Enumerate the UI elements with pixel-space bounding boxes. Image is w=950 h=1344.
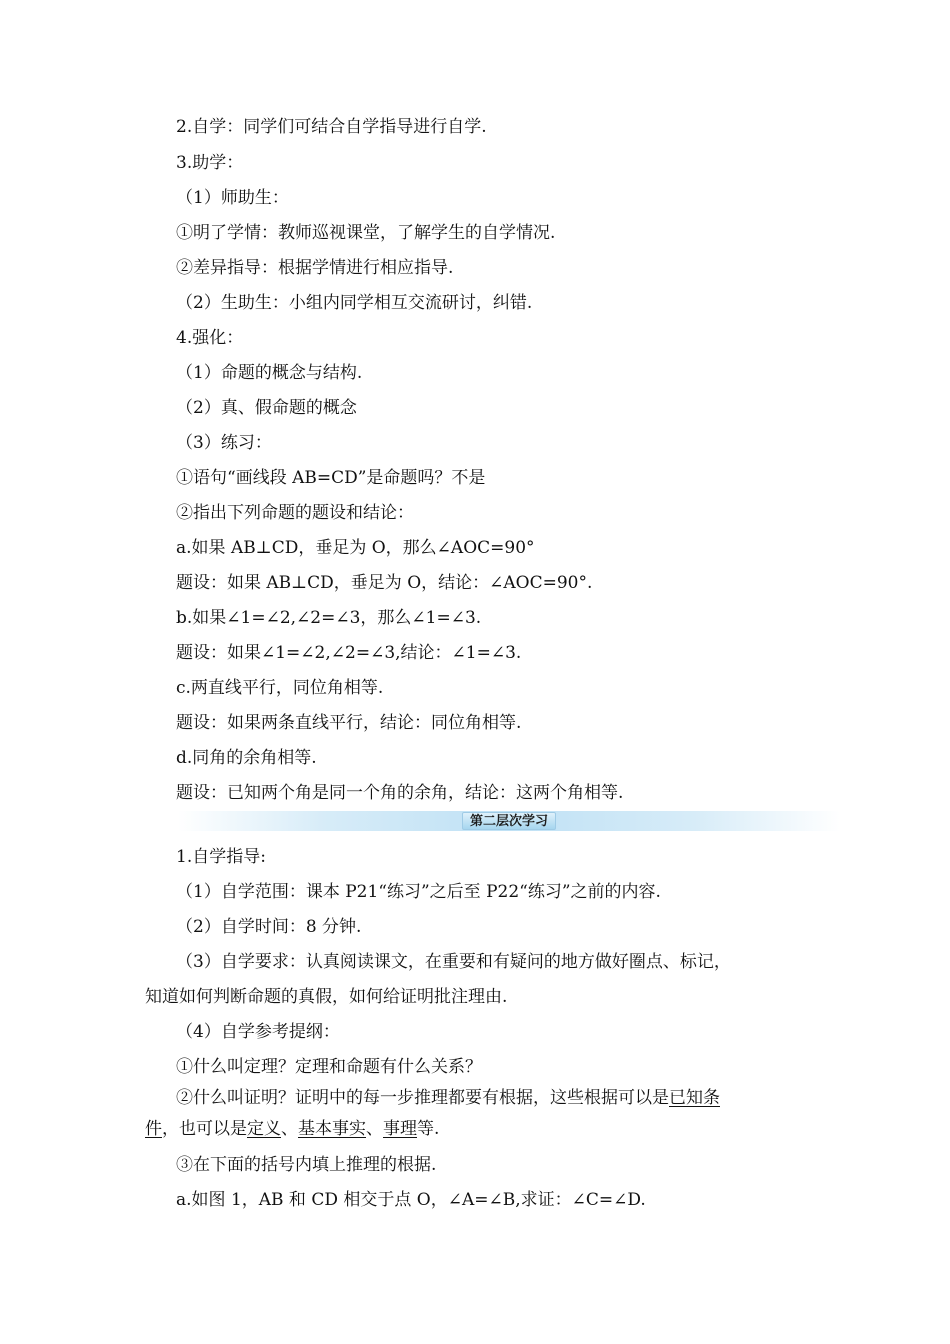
text-line-item-a: a.如果 AB⊥CD，垂足为 O，那么∠AOC=90° xyxy=(176,538,535,558)
text-line-teacher-helps: （1）师助生： xyxy=(176,188,289,208)
text-line-proof-question xyxy=(176,1087,720,1109)
text-line-learning-status: ①明了学情：教师巡视课堂，了解学生的自学情况. xyxy=(176,223,556,243)
text-line-item-c: c.两直线平行，同位角相等. xyxy=(176,678,384,698)
section-banner-label: 第二层次学习 xyxy=(462,812,556,830)
text-line-study-requirements-cont: 知道如何判断命题的真假，如何给证明批注理由. xyxy=(145,987,508,1007)
blank-known-conditions-part1: 已知条 xyxy=(669,1088,720,1108)
text-line-item-b: b.如果∠1=∠2,∠2=∠3，那么∠1=∠3. xyxy=(176,608,482,628)
text-line-theorem-question: ①什么叫定理？定理和命题有什么关系？ xyxy=(176,1057,482,1077)
text-line-item-b-answer: 题设：如果∠1=∠2,∠2=∠3,结论：∠1=∠3. xyxy=(176,643,522,663)
proof-question-text: ②什么叫证明？证明中的每一步推理都要有根据，这些根据可以是 xyxy=(176,1088,669,1108)
text-line-proof-problem: a.如图 1，AB 和 CD 相交于点 O，∠A=∠B,求证：∠C=∠D. xyxy=(176,1190,646,1210)
text-line-study-requirements: （3）自学要求：认真阅读课文，在重要和有疑问的地方做好圈点、标记， xyxy=(176,952,731,972)
text-fragment: ，也可以是 xyxy=(162,1119,247,1139)
text-line-study-time: （2）自学时间：8 分钟. xyxy=(176,917,362,937)
blank-definition: 定义 xyxy=(247,1119,281,1139)
text-line-fill-reasons: ③在下面的括号内填上推理的根据. xyxy=(176,1155,437,1175)
text-line-assist-heading: 3.助学： xyxy=(176,153,244,173)
text-line-question-1: ①语句“画线段 AB=CD”是命题吗？不是 xyxy=(176,468,486,488)
text-fragment: 、 xyxy=(366,1119,383,1139)
text-line-proposition-concept: （1）命题的概念与结构. xyxy=(176,363,363,383)
text-line-study-scope: （1）自学范围：课本 P21“练习”之后至 P22“练习”之前的内容. xyxy=(176,882,661,902)
text-line-question-2: ②指出下列命题的题设和结论： xyxy=(176,503,414,523)
text-line-item-d-answer: 题设：已知两个角是同一个角的余角，结论：这两个角相等. xyxy=(176,783,624,803)
text-line-item-d: d.同角的余角相等. xyxy=(176,748,317,768)
section-banner xyxy=(178,811,840,831)
blank-reasoning: 事理 xyxy=(383,1119,417,1139)
blank-known-conditions-part2: 件 xyxy=(145,1119,162,1139)
text-line-guide-heading: 1.自学指导: xyxy=(176,847,266,867)
blank-basic-facts: 基本事实 xyxy=(298,1119,366,1139)
text-fragment: 等. xyxy=(417,1119,440,1139)
text-line-proof-question-cont xyxy=(145,1118,439,1140)
text-line-reference-outline: （4）自学参考提纲： xyxy=(176,1022,340,1042)
text-fragment: 、 xyxy=(281,1119,298,1139)
text-line-reinforce-heading: 4.强化： xyxy=(176,328,244,348)
text-line-peer-help: （2）生助生：小组内同学相互交流研讨，纠错. xyxy=(176,293,533,313)
text-line-true-false-concept: （2）真、假命题的概念 xyxy=(176,398,357,418)
text-line-differentiated-guidance: ②差异指导：根据学情进行相应指导. xyxy=(176,258,454,278)
text-line-item-a-answer: 题设：如果 AB⊥CD，垂足为 O，结论：∠AOC=90°. xyxy=(176,573,593,593)
text-line-practice-heading: （3）练习： xyxy=(176,433,272,453)
text-line-item-c-answer: 题设：如果两条直线平行，结论：同位角相等. xyxy=(176,713,522,733)
text-line-self-study: 2.自学：同学们可结合自学指导进行自学. xyxy=(176,117,487,137)
